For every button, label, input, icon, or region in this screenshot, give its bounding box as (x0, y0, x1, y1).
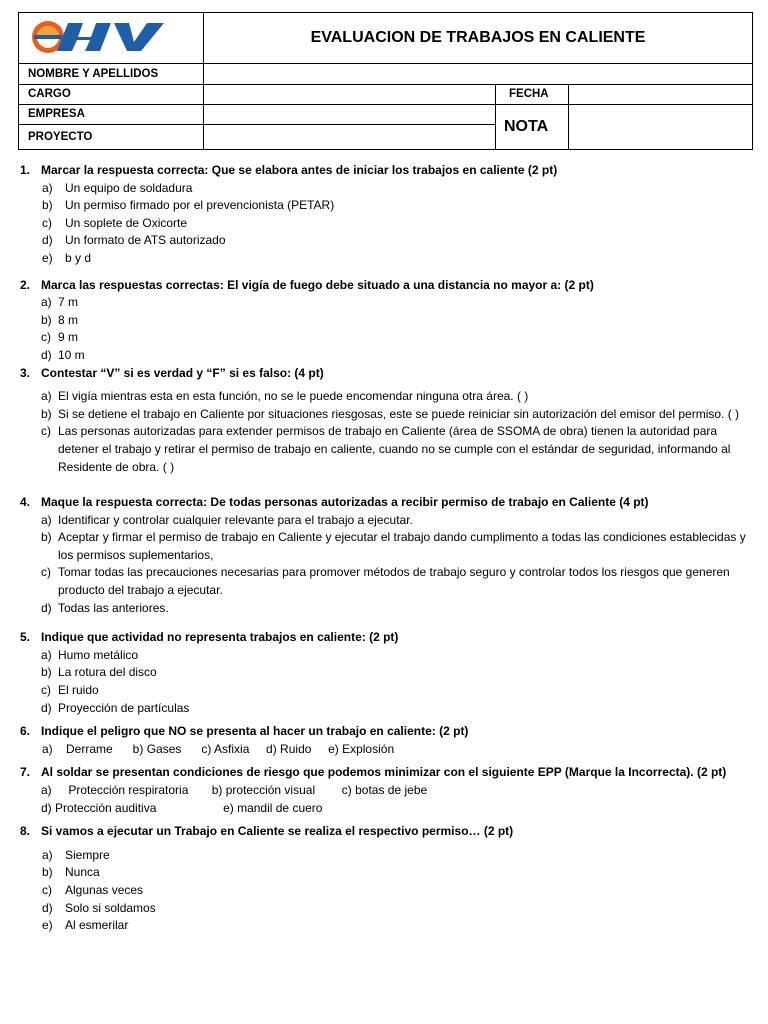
logo (19, 13, 204, 64)
option[interactable]: b) Si se detiene el trabajo en Caliente por situaciones riesgosas, este se puede reiniciar sin autorización del emisor del permiso. ( ) (41, 406, 740, 421)
cargo-field[interactable] (204, 84, 496, 104)
hv-logo-icon (28, 18, 194, 56)
fecha-field[interactable] (569, 84, 753, 104)
proyecto-field[interactable] (204, 124, 496, 149)
option[interactable]: a) 7 m (41, 295, 79, 310)
question-3: 3. Contestar “V” si es verdad y “F” si es falso: (4 pt) (20, 365, 324, 380)
question-6: 6. Indique el peligro que NO se presenta al hacer un trabajo en caliente: (2 pt) (20, 724, 469, 739)
option[interactable]: d) Proyección de partículas (41, 700, 190, 715)
nota-label: NOTA (496, 104, 569, 149)
option[interactable]: c) Algunas veces (42, 882, 144, 897)
nota-field[interactable] (569, 104, 753, 149)
option[interactable]: c) Tomar todas las precauciones necesarias para promover métodos de trabajo seguro y controlar todos los riesgos que generen producto del trabajo a ejecutar. (41, 565, 730, 598)
option[interactable]: a) Identificar y controlar cualquier relevante para el trabajo a ejecutar. (41, 512, 413, 527)
inline-options[interactable]: a) Derrame b) Gases c) Asfixia d) Ruido e) Explosión (42, 741, 395, 756)
option[interactable]: b) Nunca (42, 865, 100, 880)
question-8: 8. Si vamos a ejecutar un Trabajo en Caliente se realiza el respectivo permiso… (2 pt) (20, 824, 514, 839)
option[interactable]: c) Un soplete de Oxicorte (42, 215, 188, 230)
question-5: 5. Indique que actividad no representa trabajos en caliente: (2 pt) (20, 630, 399, 645)
option[interactable]: b) Un permiso firmado por el prevencionista (PETAR) (42, 198, 335, 213)
questionnaire (18, 162, 753, 935)
question-7: 7. Al soldar se presentan condiciones de riesgo que podemos minimizar con el siguiente EPP (Marque la Incorrecta). (2 pt) (20, 765, 727, 780)
empresa-field[interactable] (204, 104, 496, 124)
option[interactable]: d) Todas las anteriores. (41, 600, 169, 615)
option[interactable]: a) El vigía mientras esta en esta función, no se le puede encomendar ninguna otra área. ( ) (41, 389, 529, 404)
option[interactable]: a) Humo metálico (41, 647, 139, 662)
option[interactable]: d) Un formato de ATS autorizado (42, 233, 226, 248)
fecha-label: FECHA (496, 84, 569, 104)
svg-text:HV: HV (178, 33, 191, 44)
option[interactable]: b) 8 m (41, 312, 79, 327)
question-4: 4. Maque la respuesta correcta: De todas personas autorizadas a recibir permiso de trabajo en Caliente (4 pt) (20, 495, 649, 510)
inline-options[interactable]: d) Protección auditiva e) mandil de cuero (41, 800, 323, 815)
option[interactable]: a) Siempre (42, 847, 110, 862)
cargo-label: CARGO (19, 84, 204, 104)
inline-options[interactable]: a) Protección respiratoria b) protección visual c) botas de jebe (41, 783, 428, 797)
name-field[interactable] (204, 64, 753, 84)
option[interactable]: c) El ruido (41, 683, 99, 698)
option[interactable]: c) Las personas autorizadas para extender permisos de trabajo en Caliente (área de SSOMA de obra) tienen la autoridad para detener el trabajo y retirar el permiso de trabajo en caliente, cuando no se cumple con el estándar de seguridad, informando al Residente de obra. ( ) (41, 424, 731, 474)
proyecto-label: PROYECTO (19, 124, 204, 149)
name-label: NOMBRE Y APELLIDOS (19, 64, 204, 84)
document-title: EVALUACION DE TRABAJOS EN CALIENTE (204, 13, 753, 64)
option[interactable]: e) Al esmerilar (42, 918, 129, 933)
header-table (18, 12, 752, 150)
option[interactable]: d) Solo si soldamos (42, 900, 156, 915)
option[interactable]: a) Un equipo de soldadura (42, 180, 193, 195)
question-1: 1. Marcar la respuesta correcta: Que se elabora antes de iniciar los trabajos en caliente (2 pt) (20, 163, 558, 177)
option[interactable]: d) 10 m (41, 347, 85, 362)
question-2: 2. Marca las respuestas correctas: El vigía de fuego debe situado a una distancia no mayor a: (2 pt) (20, 277, 594, 292)
option[interactable]: b) La rotura del disco (41, 665, 157, 680)
option[interactable]: b) Aceptar y firmar el permiso de trabajo en Caliente y ejecutar el trabajo dando cumplimento a todas las condiciones establecidas y los permisos suplementarios, (41, 530, 746, 562)
option[interactable]: e) b y d (42, 250, 92, 265)
empresa-label: EMPRESA (19, 104, 204, 124)
option[interactable]: c) 9 m (41, 330, 79, 345)
